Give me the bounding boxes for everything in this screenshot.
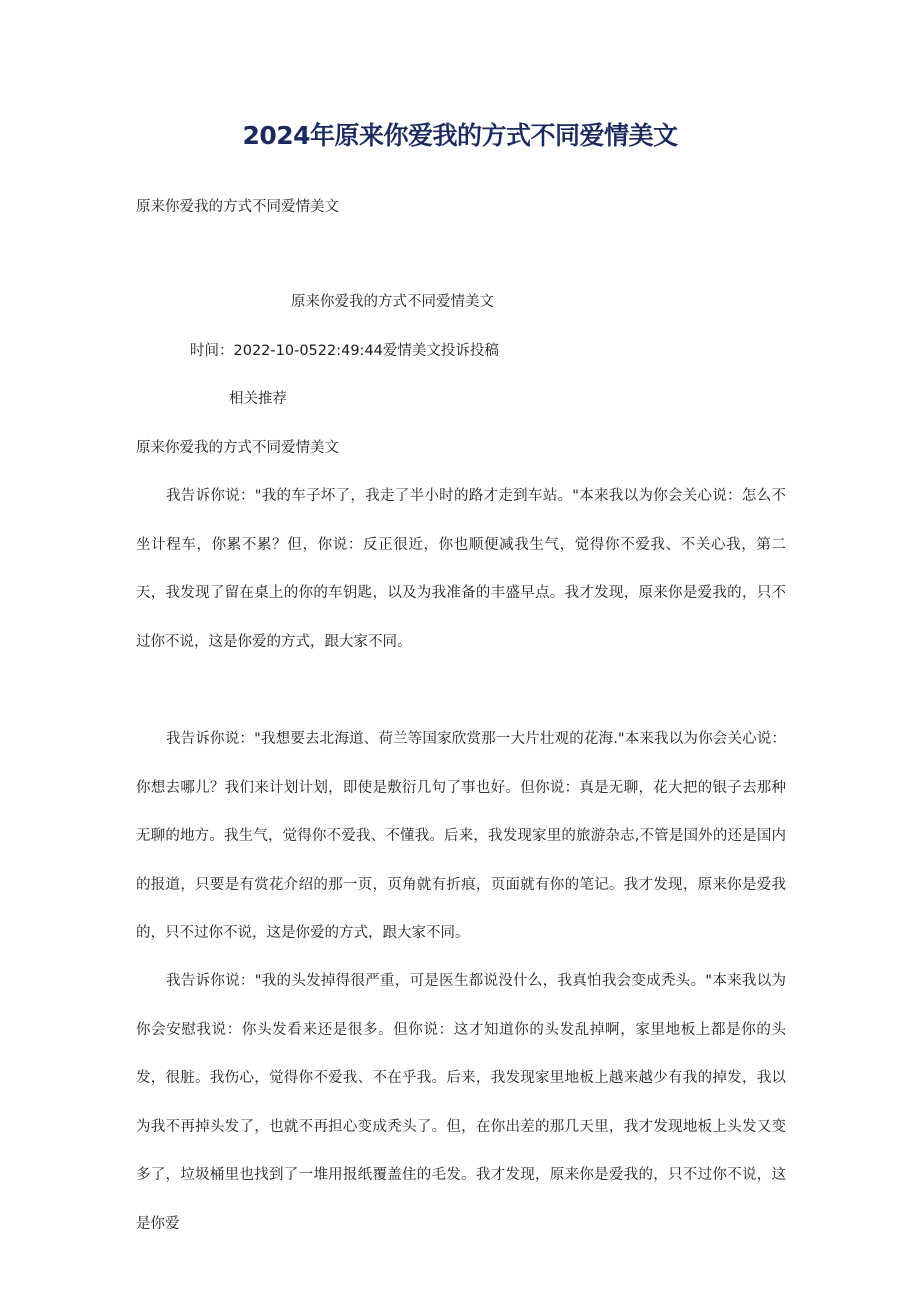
document-subtitle: 原来你爱我的方式不同爱情美文 [136, 199, 339, 215]
inner-title: 原来你爱我的方式不同爱情美文 [291, 294, 494, 310]
section-title: 原来你爱我的方式不同爱情美文 [136, 440, 339, 456]
related-recommendations: 相关推荐 [229, 391, 287, 407]
paragraph: 我告诉你说："我的车子坏了，我走了半小时的路才走到车站。"本来我以为你会关心说：怎么不坐计程车，你累不累？但，你说：反正很近，你也顺便减我生气，觉得你不爱我、不关心我，第二天，我发现了留在桌上的你的车钥匙，以及为我准备的丰盛早点。我才发现，原来你是爱我的，只不过你不说，这是你爱的方式，跟大家不同。 [136, 488, 786, 650]
meta-line: 时间：2022-10-0522:49:44爱情美文投诉投稿 [190, 343, 499, 359]
document-title: 2024年原来你爱我的方式不同爱情美文 [242, 121, 678, 150]
paragraph: 我告诉你说："我的头发掉得很严重，可是医生都说没什么，我真怕我会变成秃头。"本来我以为你会安慰我说：你头发看来还是很多。但你说：这才知道你的头发乱掉啊，家里地板上都是你的头发，很脏。我伤心，觉得你不爱我、不在乎我。后来，我发现家里地板上越来越少有我的掉发，我以为我不再掉头发了，也就不再担心变成秃头了。但，在你出差的那几天里，我才发现地板上头发又变多了，垃圾桶里也找到了一堆用报纸覆盖住的毛发。我才发现，原来你是爱我的，只不过你不说，这是你爱 [136, 973, 786, 1232]
paragraph: 我告诉你说："我想要去北海道、荷兰等国家欣赏那一大片壮观的花海."本来我以为你会关心说：你想去哪儿？我们来计划计划，即使是敷衍几句了事也好。但你说：真是无聊，花大把的银子去那种无聊的地方。我生气，觉得你不爱我、不懂我。后来，我发现家里的旅游杂志,不管是国外的还是国内的报道，只要是有赏花介绍的那一页，页角就有折痕，页面就有你的笔记。我才发现，原来你是爱我的，只不过你不说，这是你爱的方式，跟大家不同。 [136, 731, 786, 942]
